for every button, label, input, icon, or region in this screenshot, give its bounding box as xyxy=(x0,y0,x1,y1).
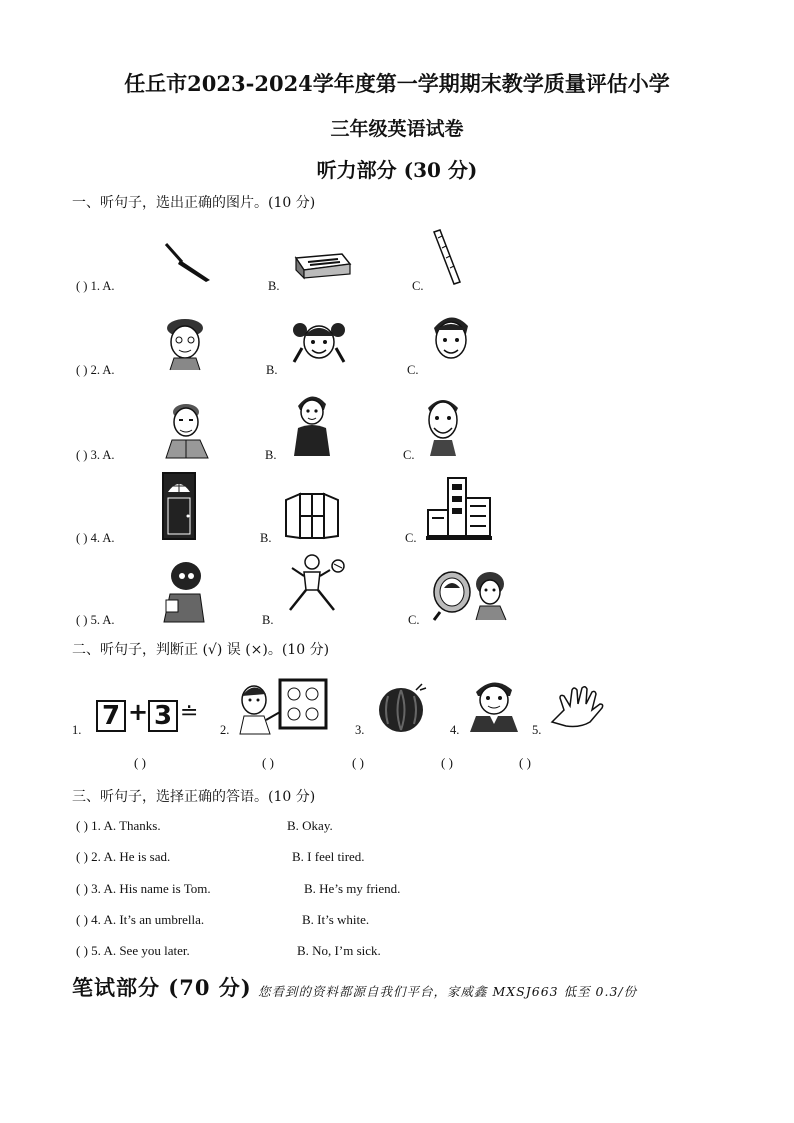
door-icon xyxy=(160,470,198,542)
s2-num-4: 4. xyxy=(450,723,460,737)
s3-q1: ( ) 1. A. Thanks. xyxy=(76,818,161,833)
s1-q5-c-label: C. xyxy=(408,613,420,627)
girl-face-icon xyxy=(290,314,348,370)
plus-sign: + xyxy=(128,698,149,726)
s1-q1-b-label: B. xyxy=(268,279,280,293)
s2-blank-5[interactable]: ( ) xyxy=(519,755,531,770)
s2-blank-4[interactable]: ( ) xyxy=(441,755,453,770)
s2-num-2: 2. xyxy=(220,723,230,737)
math-equation xyxy=(96,698,199,734)
grandma-face-icon xyxy=(160,316,210,372)
window-icon xyxy=(282,488,342,542)
s1-q4-c-label: C. xyxy=(405,531,417,545)
boy-eating-icon xyxy=(160,560,208,624)
equals-sign: ≐ xyxy=(180,700,199,725)
boy-portrait-icon xyxy=(466,674,522,734)
s1-q1-c-label: C. xyxy=(412,279,424,293)
s2-num-1: 1. xyxy=(72,723,82,737)
s3-q4-b: B. It’s white. xyxy=(302,912,370,927)
girl-mirror-icon xyxy=(430,568,512,622)
s2-blank-2[interactable]: ( ) xyxy=(262,755,274,770)
s1-q1-label: ( ) 1. A. xyxy=(76,279,115,293)
man-face-icon xyxy=(420,392,466,458)
s3-q3: ( ) 3. A. His name is Tom. xyxy=(76,881,211,896)
s1-q5-label: ( ) 5. A. xyxy=(76,613,115,627)
boy-playing-ball-icon xyxy=(284,552,348,616)
s2-num-3: 3. xyxy=(355,723,365,737)
pencil-box-icon xyxy=(290,250,354,282)
hand-icon xyxy=(546,684,608,730)
woman-icon xyxy=(290,390,334,458)
s1-q2-label: ( ) 2. A. xyxy=(76,363,115,377)
s2-num-5: 5. xyxy=(532,723,542,737)
s3-q5-b: B. No, I’m sick. xyxy=(297,943,381,958)
section3-heading: 三、听句子，选择正确的答语。(10 分) xyxy=(72,789,316,805)
s3-q4: ( ) 4. A. It’s an umbrella. xyxy=(76,912,205,927)
s1-q4-label: ( ) 4. A. xyxy=(76,531,115,545)
school-building-icon xyxy=(424,474,494,542)
written-part-title: 笔试部分 (70 分) xyxy=(72,975,252,1000)
s1-q3-c-label: C. xyxy=(403,448,415,462)
s3-q1-b: B. Okay. xyxy=(287,818,333,833)
s3-q3-b: B. He’s my friend. xyxy=(304,881,401,896)
s1-q2-c-label: C. xyxy=(407,363,419,377)
digit-box-a: 7 xyxy=(96,700,126,732)
s2-blank-3[interactable]: ( ) xyxy=(352,755,364,770)
s3-q5: ( ) 5. A. See you later. xyxy=(76,943,190,958)
watermelon-icon xyxy=(376,680,430,736)
s1-q3-b-label: B. xyxy=(265,448,277,462)
grandpa-icon xyxy=(162,398,212,460)
s1-q2-b-label: B. xyxy=(266,363,278,377)
page-subtitle: 三年级英语试卷 xyxy=(330,118,464,140)
knife-icon xyxy=(160,240,214,284)
promo-note: 您看到的资料都源自我们平台，家威鑫 MXSJ663 低至 0.3/份 xyxy=(258,984,638,999)
s3-q2-b: B. I feel tired. xyxy=(292,849,365,864)
section2-heading: 二、听句子，判断正 (√) 误 (×)。(10 分) xyxy=(72,642,330,658)
digit-box-b: 3 xyxy=(148,700,178,732)
ruler-icon xyxy=(428,228,464,288)
section1-heading: 一、听句子，选出正确的图片。(10 分) xyxy=(72,195,316,211)
s1-q5-b-label: B. xyxy=(262,613,274,627)
girl-family-photo-icon xyxy=(236,676,330,736)
page-title: 任丘市2023-2024学年度第一学期期末教学质量评估小学 xyxy=(124,71,670,96)
s1-q4-b-label: B. xyxy=(260,531,272,545)
s1-q3-label: ( ) 3. A. xyxy=(76,448,115,462)
listening-part-title: 听力部分 (30 分) xyxy=(316,158,478,182)
s2-blank-1[interactable]: ( ) xyxy=(134,755,146,770)
boy-face-icon xyxy=(428,308,474,370)
s3-q2: ( ) 2. A. He is sad. xyxy=(76,849,171,864)
